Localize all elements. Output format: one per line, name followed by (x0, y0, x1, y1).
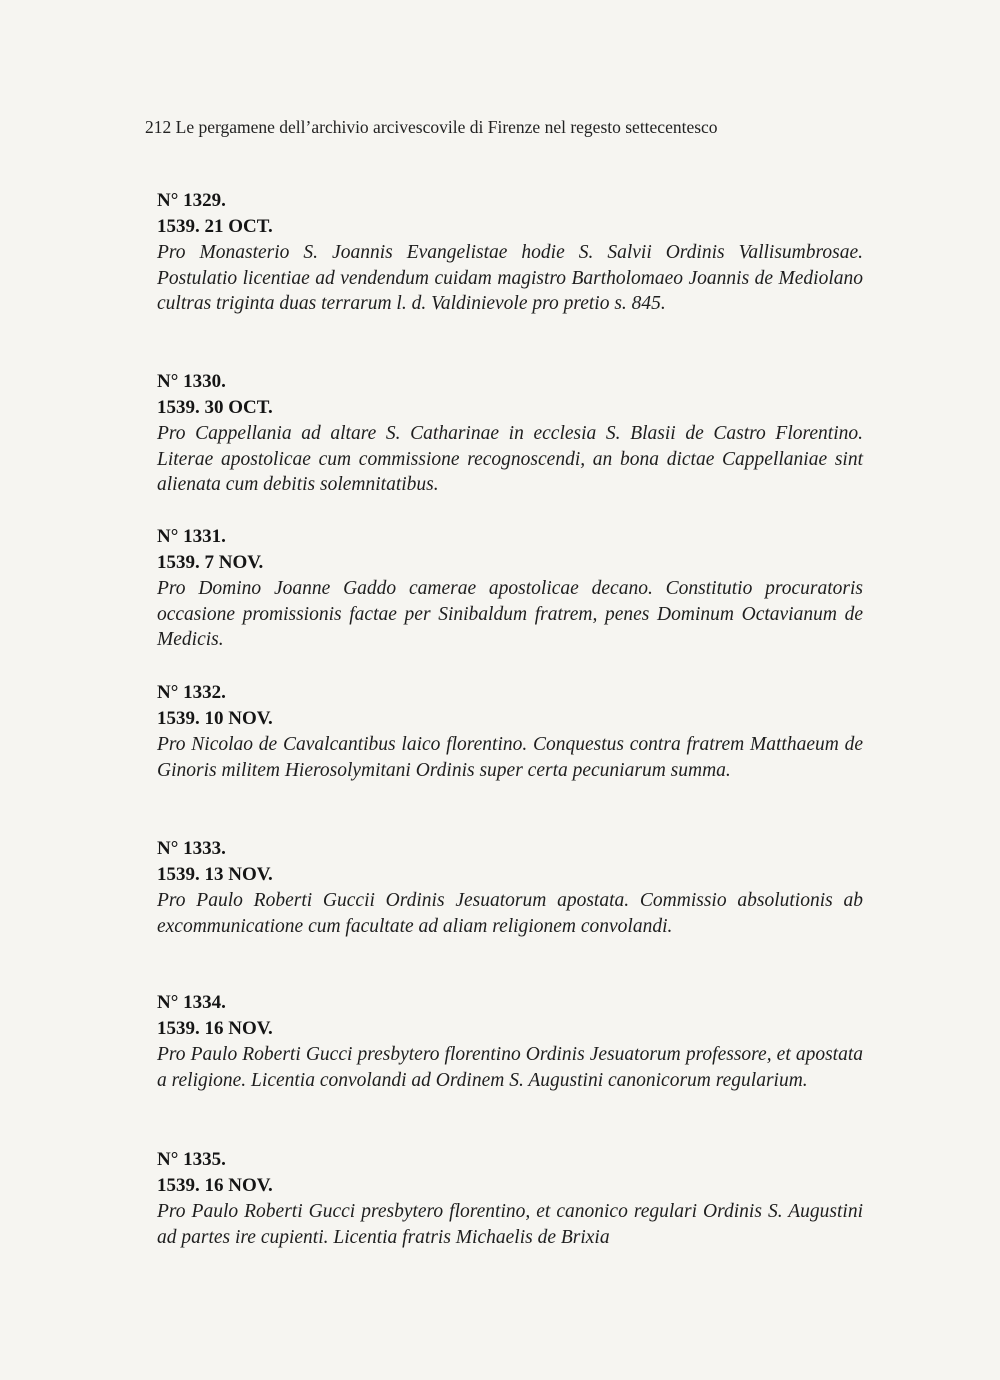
entry-number: N° 1330. (157, 371, 226, 392)
entry-text: Pro Paulo Roberti Gucci presbytero florentino Ordinis Jesuatorum professore, et apostata a religione. Licentia convolandi ad Ordinem S. Augustini canonicorum regularium. (157, 1044, 863, 1091)
regest-entry-1333 (157, 836, 863, 939)
entry-date: 1539. 10 NOV. (157, 708, 273, 729)
entry-number: N° 1335. (157, 1149, 226, 1170)
entry-date: 1539. 16 NOV. (157, 1175, 273, 1196)
entry-number: N° 1332. (157, 682, 226, 703)
entry-number: N° 1331. (157, 526, 226, 547)
regest-entry-1329 (157, 188, 863, 317)
regest-entry-1332 (157, 680, 863, 783)
entry-number: N° 1333. (157, 838, 226, 859)
entry-number: N° 1334. (157, 992, 226, 1013)
regest-entry-1334 (157, 990, 863, 1093)
entry-text: Pro Domino Joanne Gaddo camerae apostolicae decano. Constitutio procuratoris occasione promissionis factae per Sinibaldum fratrem, penes Dominum Octavianum de Medicis. (157, 578, 863, 650)
regest-entry-1331 (157, 524, 863, 653)
entry-date: 1539. 16 NOV. (157, 1018, 273, 1039)
running-title: Le pergamene dell’archivio arcivescovile di Firenze nel regesto settecentesco (175, 117, 718, 137)
entry-date: 1539. 7 NOV. (157, 552, 264, 573)
entry-number: N° 1329. (157, 190, 226, 211)
regest-entry-1330 (157, 369, 863, 498)
entry-date: 1539. 13 NOV. (157, 864, 273, 885)
page-number: 212 (145, 117, 172, 137)
entry-text: Pro Paulo Roberti Gucci presbytero florentino, et canonico regulari Ordinis S. Augustini ad partes ire cupienti. Licentia fratris Michaelis de Brixia (157, 1201, 863, 1248)
entry-text: Pro Cappellania ad altare S. Catharinae in ecclesia S. Blasii de Castro Florentino. Literae apostolicae cum commissione recognoscendi, an bona dictae Cappellaniae sint alienata cum debitis solemnitatibus. (157, 423, 863, 495)
entry-text: Pro Nicolao de Cavalcantibus laico florentino. Conquestus contra fratrem Matthaeum de Ginoris militem Hierosolymitani Ordinis super certa pecuniarum summa. (157, 734, 863, 781)
running-header (145, 117, 865, 138)
regest-entry-1335 (157, 1147, 863, 1250)
entry-date: 1539. 21 OCT. (157, 216, 273, 237)
entry-date: 1539. 30 OCT. (157, 397, 273, 418)
entry-text: Pro Monasterio S. Joannis Evangelistae hodie S. Salvii Ordinis Vallisumbrosae. Postulatio licentiae ad vendendum cuidam magistro Bartholomaeo Joannis de Mediolano cultras triginta duas terrarum l. d. Valdinievole pro pretio s. 845. (157, 242, 863, 314)
entry-text: Pro Paulo Roberti Guccii Ordinis Jesuatorum apostata. Commissio absolutionis ab excommunicatione cum facultate ad aliam religionem convolandi. (157, 890, 863, 937)
